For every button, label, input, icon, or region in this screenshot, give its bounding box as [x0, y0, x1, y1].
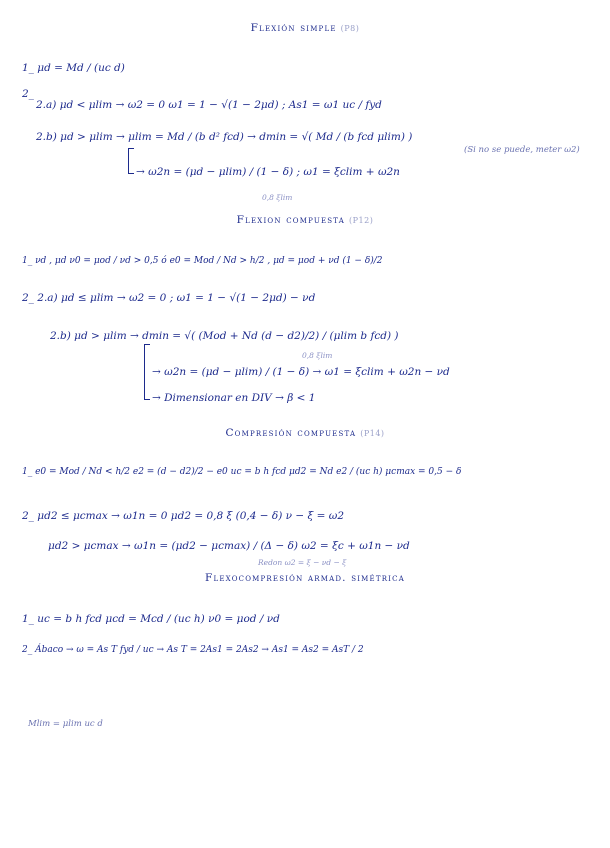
section-title-flexocompresion: Flexocompresión armad. simétrica: [205, 572, 405, 584]
bracket: [144, 344, 151, 400]
formula-line: 2_ 2.a) μd ≤ μlim → ω2 = 0 ; ω1 = 1 − √(1 − 2μd) − νd: [22, 292, 316, 304]
annotation: 0,8 ξlim: [302, 351, 333, 360]
formula-line: 1_ νd , μd ν0 = μod / νd > 0,5 ó e0 = Mod / Nd > h/2 , μd = μod + νd (1 − δ)/2: [22, 256, 383, 266]
step-number: 2_: [22, 88, 34, 100]
formula-line: 1_ uc = b h fcd μcd = Mcd / (uc h) ν0 = μod / νd: [22, 613, 280, 625]
section-ref: (P14): [360, 429, 385, 438]
formula-line: 2_ μd2 ≤ μcmax → ω1n = 0 μd2 = 0,8 ξ (0,4 − δ) ν − ξ = ω2: [22, 510, 345, 522]
formula-line: → Dimensionar en DIV → β < 1: [152, 392, 316, 404]
bracket: [128, 148, 135, 174]
footer-note: Mlim = μlim uc d: [28, 719, 103, 729]
formula-line: → ω2n = (μd − μlim) / (1 − δ) ; ω1 = ξclim + ω2n: [136, 166, 400, 178]
section-title-compresion-compuesta: Compresión compuesta (P14): [225, 427, 385, 439]
side-note: (Si no se puede, meter ω2): [464, 145, 580, 155]
annotation: Redon ω2 = ξ − νd − ξ: [258, 558, 347, 567]
section-title-flexion-compuesta: Flexion compuesta (P12): [236, 214, 374, 226]
formula-line: 2_ Ábaco → ω = As T fyd / uc → As T = 2As1 = 2As2 → As1 = As2 = AsT / 2: [22, 645, 364, 655]
formula-line: → ω2n = (μd − μlim) / (1 − δ) → ω1 = ξclim + ω2n − νd: [152, 366, 450, 378]
formula-line: 1_ μd = Md / (uc d): [22, 62, 125, 74]
section-ref: (P12): [349, 216, 374, 225]
section-title-flexion-simple: Flexión simple (P8): [250, 22, 360, 34]
formula-line: 2.b) μd > μlim → μlim = Md / (b d² fcd) → dmin = √( Md / (b fcd μlim) ): [36, 131, 413, 143]
formula-line: 2.a) μd < μlim → ω2 = 0 ω1 = 1 − √(1 − 2μd) ; As1 = ω1 uc / fyd: [36, 99, 382, 111]
formula-line: μd2 > μcmax → ω1n = (μd2 − μcmax) / (Δ − δ) ω2 = ξc + ω1n − νd: [48, 540, 410, 552]
section-ref: (P8): [340, 24, 360, 33]
annotation: 0,8 ξlim: [262, 193, 293, 202]
formula-line: 2.b) μd > μlim → dmin = √( (Mod + Nd (d − d2)/2) / (μlim b fcd) ): [50, 330, 399, 342]
formula-line: 1_ e0 = Mod / Nd < h/2 e2 = (d − d2)/2 − e0 uc = b h fcd μd2 = Nd e2 / (uc h) μcmax = 0,5 − δ: [22, 467, 462, 477]
